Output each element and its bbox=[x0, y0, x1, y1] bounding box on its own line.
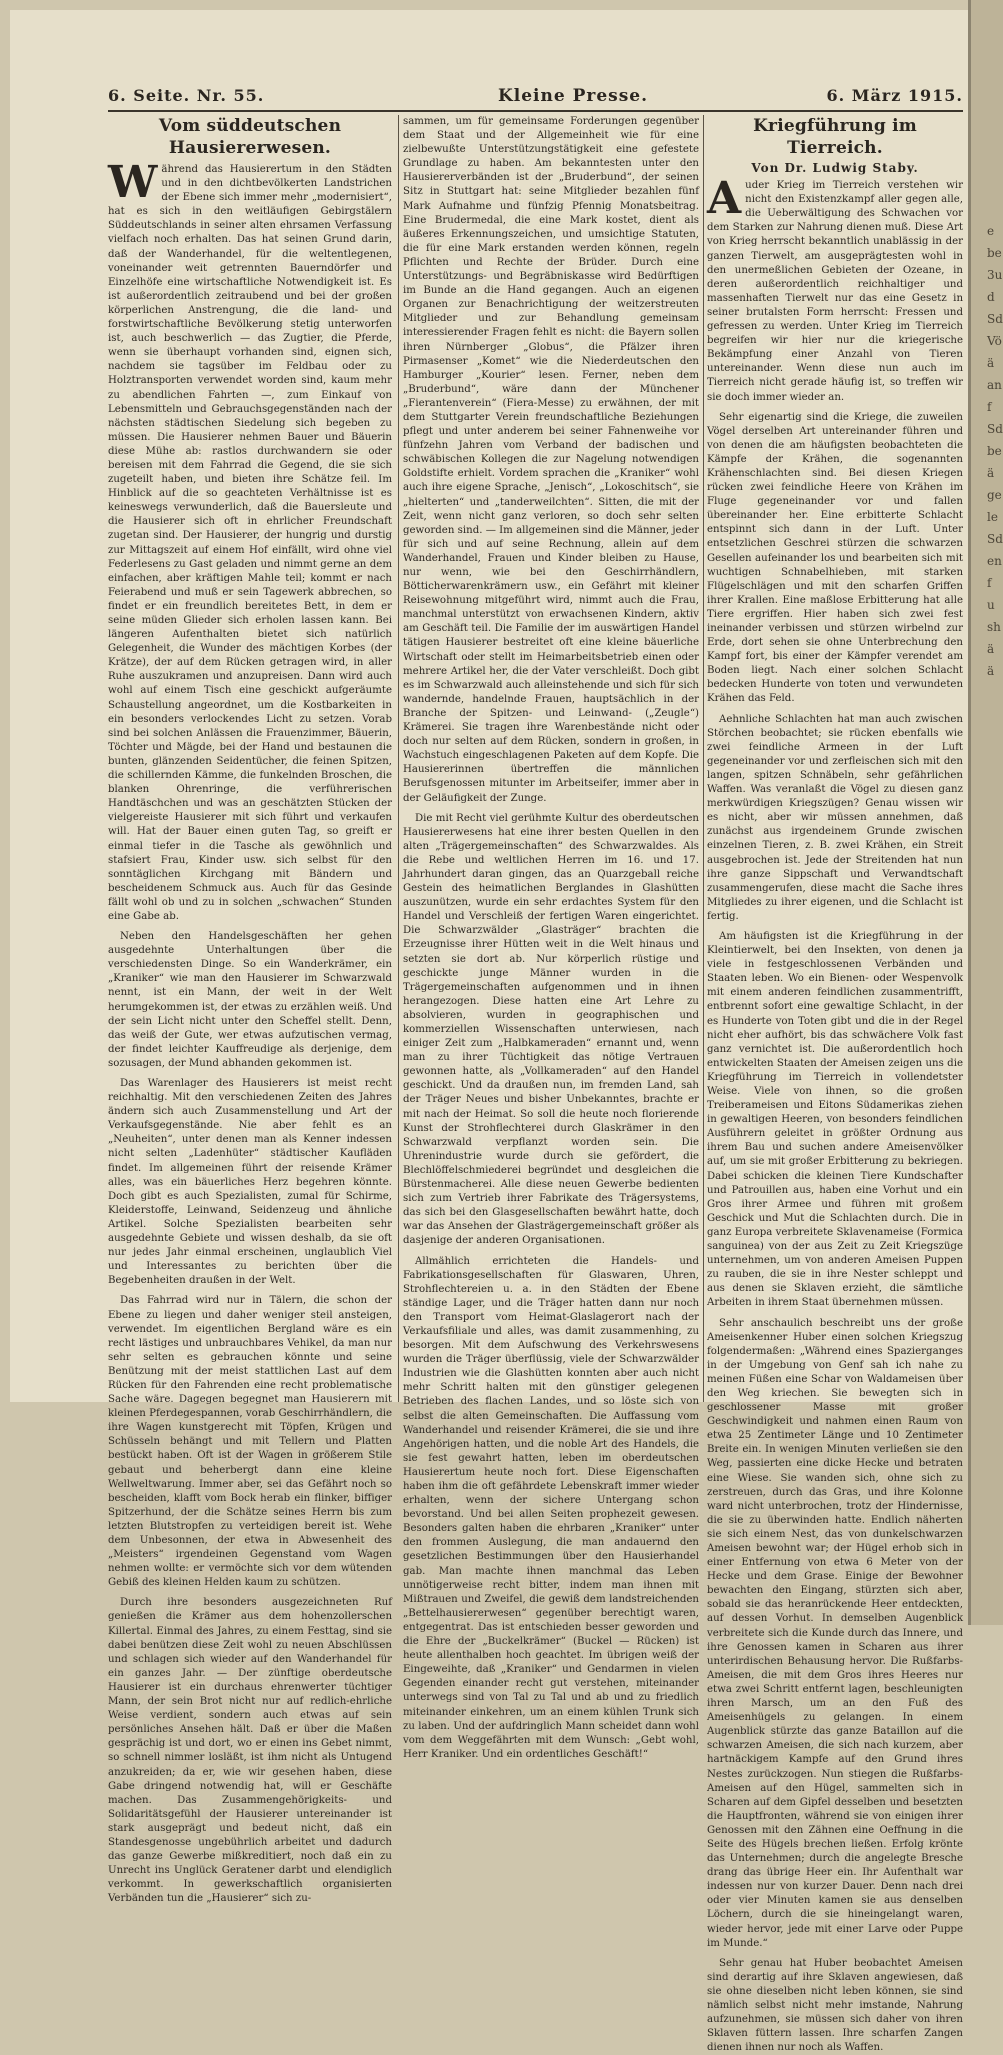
paragraph: Die mit Recht viel gerühmte Kultur des oberdeutschen Hausiererwesens hat eine ihrer besten Quellen in den alten „Trägergemeinschaften“ des Schwarzwaldes. Als die Rebe und weltlichen Herren im 16. und 17. Jahrhundert daran gingen, das an Quarzgeball reiche Gestein des heimatlichen Berglandes in Glashütten auszunützen, wurde ein sehr erdachtes System für den Handel und Verschleiß der fertigen Waren eingerichtet. Die Schwarzwälder „Glasträger“ brachten die Erzeugnisse ihrer Hütten weit in die Welt hinaus und setzten sie dort ab. Nur körperlich rüstige und geschickte junge Männer wurden in die Trägergemeinschaften aufgenommen und in ihnen herangezogen. Diese hatten eine Art Lehre zu absolvieren, wurden in geographischen und kommerziellen Wissenschaften unterwiesen, nach einiger Zeit zum „Halbkameraden“ ernannt und, wenn man zu ihrer Tüchtigkeit das nötige Vertrauen gewonnen hatte, als „Vollkameraden“ auf den Handel geschickt. Und da draußen nun, im fremden Land, sah der Träger Neues und bisher Unbekanntes, brachte er mit nach der Heimat. So soll die heute noch florierende Kunst der Strohflechterei durch Glaskrämer in den Schwarzwald verpflanzt worden sein. Die Uhrenindustrie wurde durch sie gefördert, die Blechlöffelschmiederei begründet und desgleichen die Bürstenmacherei. Alle diese neuen Gewerbe bedienten sich zum Vertrieb ihrer Fabrikate des Trägersystems, das sich bei den Glasgesellschaften bewährt hatte, doch war das Ansehen der Glasträgergemeinschaft größer als dasjenige der anderen Organisationen. bbox=[403, 812, 699, 1247]
edge-fragment: be bbox=[987, 246, 1002, 260]
edge-fragment: an bbox=[987, 378, 1002, 392]
edge-fragment: u bbox=[987, 598, 995, 612]
edge-fragment: ge bbox=[987, 488, 1002, 502]
paragraph: Auder Krieg im Tierreich verstehen wir nicht den Existenzkampf aller gegen alle, die Ueberwältigung des Schwachen vor dem Starken zur Nahrung dienen muß. Diese Art von Krieg herrscht bekanntlich unablässig in der ganzen Tierwelt, am ausgeprägtesten wohl in den unermeßlichen Gebieten der Ozeane, in deren außerordentlich reichhaltiger und massenhaften Tierwelt nur das eine Gesetz in seiner brutalsten Form herrscht: Fressen und gefressen zu werden. Unter Krieg im Tierreich begreifen wir hier nur die kriegerische Bekämpfung einer Anzahl von Tieren untereinander. Wenn diese nun auch im Tierreich nicht gerade häufig ist, so treffen wir sie doch immer wieder an. bbox=[707, 173, 963, 403]
edge-fragment: be bbox=[987, 444, 1002, 458]
edge-fragment: ä bbox=[987, 356, 995, 370]
edge-fragment: f bbox=[987, 576, 992, 590]
column-divider bbox=[703, 115, 704, 1402]
paragraph: Sehr genau hat Huber beobachtet Ameisen sind derartig auf ihre Sklaven angewiesen, daß sie ohne dieselben nicht leben können, sie sind nämlich selbst nicht mehr imstande, Nahrung aufzunehmen, sie müssen sich daher von ihren Sklaven füttern lassen. Ihre scharfen Zangen dienen ihnen nur noch als Waffen. bbox=[707, 1957, 963, 2054]
edge-fragment: ä bbox=[987, 466, 995, 480]
edge-fragment: Sd bbox=[987, 532, 1003, 546]
article-hausiererwesen bbox=[108, 115, 392, 1905]
column-divider bbox=[398, 115, 399, 1402]
edge-fragment: Sd bbox=[987, 312, 1003, 326]
edge-fragment: le bbox=[987, 510, 998, 524]
paragraph: Das Warenlager des Hausierers ist meist recht reichhaltig. Mit den verschiedenen Zeiten des Jahres ändern sich auch Zusammenstellung und Art der Verkaufsgegenstände. Nie aber fehlt es an „Neuheiten“, unter denen man als Kenner indessen nicht selten „Ladenhüter“ städtischer Kaufläden findet. Im allgemeinen führt der reisende Krämer alles, was ein bäuerliches Herz begehren könnte. Doch gibt es auch Spezialisten, zumal für Schirme, Kleiderstoffe, Leinwand, Seidenzeug und ähnliche Artikel. Solche Spezialisten bearbeiten sehr ausgedehnte Gebiete und wissen deshalb, da sie oft nur jedes Jahr einmal erscheinen, unglaublich Viel und Interessantes zu berichten über die Begebenheiten draußen in der Welt. bbox=[108, 1078, 392, 1287]
paragraph: Sehr eigenartig sind die Kriege, die zuweilen Vögel derselben Art untereinander führen und von denen die am häufigsten beobachteten die Kämpfe der Krähen, die sogenannten Krähenschlachten sind. Bei diesen Kriegen rücken zwei feindliche Heere von Krähen im Fluge gegeneinander vor und fallen übereinander her. Eine erbitterte Schlacht entspinnt sich dann in der Luft. Unter entsetzlichen Geschrei stürzen die schwarzen Gesellen aufeinander los und bearbeiten sich mit wuchtigen Schnabelhieben, mit starken Flügelschlägen und mit den scharfen Griffen ihrer Krallen. Eine maßlose Erbitterung hat alle Tiere ergriffen. Hier haben sich zwei fest ineinander verbissen und stürzen wirbelnd zur Erde, dort sehen sie ohne Unterbrechung den Kampf fort, bis einer der Kämpfer verendet am Boden liegt. Nach einer solchen Schlacht bedecken Hunderte von toten und verwundeten Krähen das Feld. bbox=[707, 411, 963, 705]
page-header bbox=[108, 86, 963, 110]
drop-cap: W bbox=[108, 157, 158, 208]
drop-cap: A bbox=[707, 173, 742, 225]
paragraph: Neben den Handelsgeschäften her gehen ausgedehnte Unterhaltungen über die verschiedensten Dinge. So ein Wanderkrämer, ein „Kraniker“ wie man den Hausierer im Schwarzwald nennt, ist ein Mann, der weit in der Welt herumgekommen ist, der etwas zu erzählen weiß. Und der sein Licht nicht unter den Scheffel stellt. Denn, das weiß der Gute, wer etwas aufzutischen vermag, der findet leichter Kauffreudige als derjenige, dem sozusagen, der Mund abhanden gekommen ist. bbox=[108, 931, 392, 1069]
issue-date: 6. März 1915. bbox=[826, 86, 963, 105]
edge-fragment: sh bbox=[987, 620, 1001, 634]
paragraph: Sehr anschaulich beschreibt uns der große Ameisenkenner Huber einen solchen Kriegszug folgendermaßen: „Während eines Spazierganges in der Umgebung von Genf sah ich nahe zu meinen Füßen eine Schar von Waldameisen über den Weg kriechen. Sie bewegten sich in geschlossener Masse mit großer Geschwindigkeit und nahmen einen Raum von etwa 25 Zentimeter Länge und 10 Zentimeter Breite ein. In wenigen Minuten verließen sie den Weg, passierten eine dicke Hecke und betraten eine Wiese. Sie wanden sich, ohne sich zu zerstreuen, durch das Gras, und ihre Kolonne ward nicht unterbrochen, trotz der Hindernisse, die sie zu überwinden hatte. Endlich näherten sie sich einem Nest, das von dunkelschwarzen Ameisen bewohnt war; der Hügel erhob sich in einer Entfernung von etwa 6 Meter von der Hecke und dem Grase. Einige der Bewohner bewachten den Eingang, stürzten sich aber, sobald sie das heranrückende Heer entdeckten, auf dessen Vorhut. In demselben Augenblick verbreitete sich die Kunde durch das Innere, und ihre Genossen kamen in Scharen aus ihrer unterirdischen Behausung hervor. Die Rußfarbs-Ameisen, die mit dem Gros ihres Heeres nur etwa zwei Schritt entfernt lagen, beschleunigten ihren Marsch, um an den Fuß des Ameisenhügels zu gelangen. In einem Augenblick stürzte das ganze Bataillon auf die schwarzen Ameisen, die sich nach kurzem, aber hartnäckigem Kampfe auf den Grund ihres Nestes zurückzogen. Nun stiegen die Rußfarbs-Ameisen auf den Hügel, sammelten sich in Scharen auf dem Gipfel desselben und besetzten die Hauptfronten, während sie von einigen ihrer Genossen mit den Zähnen eine Oeffnung in die Seite des Hügels brechen ließen. Erfolg krönte das Unternehmen; durch die angelegte Bresche drang das übrige Heer ein. Ihr Aufenthalt war indessen nur von kurzer Dauer. Denn nach drei oder vier Minuten kamen sie aus denselben Löchern, durch die sie hineingelangt waren, wieder hervor, jede mit einer Larve oder Puppe im Munde.“ bbox=[707, 1317, 963, 1949]
article-title: Vom süddeutschen Hausiererwesen. bbox=[158, 116, 342, 158]
edge-fragment: ä bbox=[987, 664, 995, 678]
page-number: 6. Seite. Nr. 55. bbox=[108, 86, 265, 105]
adjacent-page-edge bbox=[968, 0, 1003, 1625]
edge-fragment: Sd bbox=[987, 422, 1003, 436]
paragraph: Allmählich errichteten die Handels- und Fabrikationsgesellschaften für Glaswaren, Uhren, Strohflechtereien u. a. in den Städten der Ebene ständige Lager, und die Träger hatten dann nur noch den Transport vom Heimat-Glaslagerort nach der Verkaufsfiliale und alles, was damit zusammenhing, zu besorgen. Mit dem Aufschwung des Verkehrswesens wurden die Träger überflüssig, viele der Schwarzwälder Industrien wie die Glashütten konnten aber auch nicht mehr Schritt halten mit den günstiger gelegenen Betrieben des flachen Landes, und so löste sich von selbst die alten Gemeinschaften. Die Auffassung vom Wanderhandel und reisender Krämerei, die sie und ihre Angehörigen hatten, und die noble Art des Handels, die sie fest gewahrt hatten, leben im oberdeutschen Hausierertum heute noch fort. Diese Eigenschaften haben ihm die oft gefährdete Lebenskraft immer wieder erhalten, wenn der sichere Untergang schon bevorstand. Und bei allen Seiten prophezeit gewesen. Besonders galten haben die ehrbaren „Kraniker“ unter den frommen Auslegung, die man andauernd den gesetzlichen Bestimmungen über den Hausierhandel gab. Man machte ihnen manchmal das Leben unnötigerweise recht bitter, indem man ihnen mit Mißtrauen und Zweifel, die gewiß dem landstreichenden „Bettelhausiererwesen“ gegenüber berechtigt waren, entgegentrat. Das ist entschieden besser geworden und die Ehre der „Buckelkrämer“ (Buckel — Rücken) ist heute allenthalben hoch geachtet. Im übrigen weiß der Eingeweihte, daß „Kraniker“ und Gendarmen in vielen Gegenden einander recht gut verstehen, miteinander unterwegs sind von Tal zu Tal und ab und zu friedlich miteinander einkehren, um an einem kühlen Trunk sich zu laben. Und der aufdringlich Mann scheidet dann wohl vom dem Weggefährten mit dem Wunsch: „Gebt wohl, Herr Kraniker. Und ein ordentliches Geschäft!“ bbox=[403, 1255, 699, 1760]
edge-fragment: ä bbox=[987, 642, 995, 656]
article-title: Kriegführung im Tierreich. bbox=[753, 116, 917, 158]
edge-fragment: e bbox=[987, 224, 995, 238]
edge-fragment: Vö bbox=[987, 334, 1002, 348]
edge-fragment: 3u bbox=[987, 268, 1003, 282]
article-hausiererwesen-continued bbox=[403, 115, 699, 1760]
article-kriegfuehrung bbox=[707, 115, 963, 2054]
newspaper-title: Kleine Presse. bbox=[498, 86, 649, 106]
paragraph: Durch ihre besonders ausgezeichneten Ruf genießen die Krämer aus dem hohenzollerschen Killertal. Einmal des Jahres, zu einem Festtag, sind sie dabei benützen diese Zeit wohl zu neuen Abschlüssen und schlagen sich wieder auf den Wanderhandel für ein ganzes Jahr. — Der zünftige oberdeutsche Hausierer ist ein durchaus ehrenwerter tüchtiger Mann, der sein Brot nicht nur auf redlich-ehrliche Weise verdient, sondern auch etwas auf sein persönliches Ansehen hält. Daß er über die Maßen gesprächig ist und dort, wo er einen ins Gebet nimmt, so schnell nimmer losläßt, ist ihm nicht als Untugend anzukreiden; da er, wie wir gesehen haben, diese Gabe dringend notwendig hat, will er Geschäfte machen. Das Zusammengehörigkeits- und Solidaritätsgefühl der Hausierer untereinander ist stark ausgeprägt und bedeut nicht, daß ein Standesgenosse ungebührlich arbeitet und dadurch das ganze Gewerbe mißkreditiert, noch daß ein zu Unrecht ins Unglück Geratener darbt und elendiglich verkommt. In gewerkschaftlich organisierten Verbänden tun die „Hausierer“ sich zu- bbox=[108, 1597, 392, 1905]
edge-fragment: d bbox=[987, 290, 995, 304]
article-byline: Von Dr. Ludwig Staby. bbox=[751, 161, 919, 175]
paragraph: Aehnliche Schlachten hat man auch zwischen Störchen beobachtet; sie rücken ebenfalls wie zwei feindliche Armeen in der Luft gegeneinander vor und zerfleischen sich mit den langen, spitzen Schnäbeln, sehr gefährlichen Waffen. Was veranlaßt die Vögel zu diesen ganz merkwürdigen Kriegszügen? Genau wissen wir es nicht, aber wir müssen annehmen, daß zunächst aus irgendeinem Grunde zwischen einzelnen Tieren, z. B. zwei Krähen, ein Streit ausgebrochen ist. Jede der Streitenden hat nun ihre ganze Sippschaft und Verwandtschaft zusammengerufen, diese macht die Sache ihres Mitgliedes zu ihrer eigenen, und die Schlacht ist fertig. bbox=[707, 713, 963, 922]
paragraph: Das Fahrrad wird nur in Tälern, die schon der Ebene zu liegen und daher weniger steil ansteigen, verwendet. Im eigentlichen Bergland wäre es ein recht lästiges und unbrauchbares Vehikel, da man nur sehr selten es gebrauchen könnte und seine Benützung mit der meist stattlichen Last auf dem Rücken für den Fahrenden eine recht problematische Sache wäre. Dagegen begegnet man Hausierern mit kleinen Pferdegespannen, vorab Geschirrhändlern, die ihre Wagen kunstgerecht mit Töpfen, Krügen und Schüsseln behängt und mit Tellern und Platten bestückt haben. Oft ist der Wagen in größerem Stile gebaut und beherbergt dann eine kleine Wellweltwarung. Immer aber, sei das Gefährt noch so bescheiden, klafft vom Bock herab ein flinker, biffiger Spitzerhund, der die Schätze seines Herrn bis zum letzten Blutstropfen zu verteidigen bereit ist. Wehe dem Unbesonnen, der etwa in Abwesenheit des „Meisters“ irgendeinen Gegenstand vom Wagen nehmen wollte: er vermöchte sich vor dem wütenden Gebiß des kleinen Helden kaum zu schützen. bbox=[108, 1295, 392, 1589]
paragraph: sammen, um für gemeinsame Forderungen gegenüber dem Staat und der Allgemeinheit wie für eine zielbewußte Unterstützungstätigkeit eine gefestete Grundlage zu haben. Am bekanntesten unter den Hausiererverbänden ist der „Bruderbund“, der seinen Sitz in Stuttgart hat: seine Mitglieder bezahlen fünf Mark Aufnahme und fünfzig Pfennig Monatsbeitrag. Eine Brudermedal, die eine Mark kostet, dient als äußeres Erkennungszeichen, und umsichtige Statuten, die für eine Mark erstanden werden können, regeln Pflichten und Rechte der Brüder. Durch eine Unterstützungs- und Begräbniskasse wird Bedürftigen im Bunde an die Hand gegangen. Auch an eigenen Organen zur Benachrichtigung der weitzerstreuten Mitglieder und zur Behandlung gemeinsam interessierender Fragen fehlt es nicht: die Bayern sollen ihren Nürnberger „Globus“, die Pfälzer ihren Pirmasenser „Komet“ wie die Niederdeutschen den Hamburger „Kourier“ lesen. Ferner, neben dem „Bruderbund“, wäre dann der Münchener „Fierantenverein“ (Fiera-Messe) zu erwähnen, der mit dem Stuttgarter Verein freundschaftliche Beziehungen pflegt und unter anderem bei seiner Fahnenweihe vor fünfzehn Jahren vom Verband der badischen und schwäbischen Kollegen die zur Nagelung notwendigen Goldstifte erhielt. Vordem sprachen die „Kraniker“ wohl auch ihre eigene Sprache, „Jenisch“, „Lokoschitsch“, sie „hielterten“ und „tanderweilchten“. Sitten, die mit der Zeit, wenn nicht ganz verloren, so doch sehr selten geworden sind. — Im allgemeinen sind die Männer, jeder für sich und auf seine Rechnung, allein auf dem Wanderhandel, Frauen und Kinder bleiben zu Hause, nur wenn, wie bei den Geschirrhändlern, Bötticherwarenkrämern usw., ein Gefährt mit kleiner Reisewohnung mitgeführt wird, nimmt auch die Frau, manchmal unterstützt von erwachsenen Kindern, aktiv am Geschäft teil. Die Familie der im auswärtigen Handel tätigen Hausierer bestreitet oft eine kleine bäuerliche Wirtschaft oder stellt im Heimarbeitsbetrieb einen oder mehrere Artikel her, die der Vater verschleißt. Doch gibt es im Schwarzwald auch alleinstehende und sich für sich wandernde, handelnde Frauen, hauptsächlich in der Branche der Spitzen- und Leinwand- („Zeugle“) Krämerei. Sie tragen ihre Warenbestände nicht oder doch nur selten auf dem Rücken, sondern in großen, in Wachstuch eingeschlagenen Paketen auf dem Kopfe. Die Hausiererinnen übertreffen die männlichen Berufsgenossen mitunter im Arbeitseifer, immer aber in der Geläufigkeit der Zunge. bbox=[403, 116, 699, 804]
paragraph: Am häufigsten ist die Kriegführung in der Kleintierwelt, bei den Insekten, von denen ja viele in festgeschlossenen Verbänden und Staaten leben. Wo ein Bienen- oder Wespenvolk mit einem anderen feindlichen zusammentrifft, entbrennt sofort eine gewaltige Schlacht, in der es Hunderte von Toten gibt und die in der Regel nicht eher aufhört, bis das schwächere Volk fast ganz vernichtet ist. Die außerordentlich hoch entwickelten Staaten der Ameisen zeigen uns die Kriegführung im Tierreich in vollendetster Weise. Viele von ihnen, so die großen Treiberameisen und Eitons Südamerikas ziehen in gewaltigen Heeren, von besonders feindlichen Ausführern geleitet in größter Ordnung aus ihrem Bau und suchen andere Ameisenvölker auf, um sie mit großer Erbitterung zu bekriegen. Dabei schicken die kleinen Tiere Kundschafter und Patrouillen aus, haben eine Vorhut und ein Gros ihrer Armee und führen mit großem Geschick und Mut die Schlachten durch. Die in ganz Europa verbreitete Sklavenameise (Formica sanguinea) von der aus Zeit zu Zeit Kriegszüge unternehmen, um von anderen Ameisen Puppen zu rauben, die sie in ihre Nester schleppt und aus denen sie Sklaven erzieht, die sämtliche Arbeiten in ihrem Staat übernehmen müssen. bbox=[707, 930, 963, 1309]
edge-fragment: en bbox=[987, 554, 1002, 568]
header-rule bbox=[108, 110, 963, 112]
paragraph: Während das Hausierertum in den Städten und in den dichtbevölkerten Landstrichen der Ebene sich immer mehr „modernisiert“, hat es sich in den weitläufigen Gebirgstälern Süddeutschlands in seiner alten ehrsamen Verfassung vielfach noch erhalten. Das hat seinen Grund darin, daß der Wanderhandel, für die weltentlegenen, voneinander weit getrennten Bauerndörfer und Einzelhöfe eine wirtschaftliche Notwendigkeit ist. Es ist außerordentlich zeitraubend und bei der großen körperlichen Anstrengung, die die land- und forstwirtschaftliche Bevölkerung stetig unterworfen ist, auch beschwerlich — das Zugtier, die Pferde, wenn sie überhaupt vorhanden sind, eignen sich, nachdem sie tagsüber im Feldbau oder zu Holztransporten verwendet worden sind, kaum mehr zu abendlichen Fahrten —, zum Einkauf von Lebensmitteln und Gebrauchsgegenständen nach der nächsten städtischen Siedelung sich begeben zu müssen. Die Hausierer nehmen Bauer und Bäuerin diese Mühe ab: rastlos durchwandern sie oder bereisen mit dem Fahrrad die Gegend, die sie sich zugeteilt haben, und bieten ihre Schätze feil. Im Hinblick auf die so geachteten Verhältnisse ist es keineswegs verwunderlich, daß die Bauersleute und die Hausierer sich oft in ehrlicher Freundschaft zugetan sind. Der Hausierer, der hungrig und durstig zur Mittagszeit auf einem Hof einfällt, wird ohne viel Federlesens zu Gast geladen und nimmt gerne an dem einfachen, aber kräftigen Mahle teil; kommt er nach Feierabend und muß er sein Tagewerk abbrechen, so findet er ein freundlich bereitetes Bett, in dem er seine müden Glieder sich erholen lassen kann. Bei längeren Aufenthalten bietet sich natürlich Gelegenheit, die Wunder des mächtigen Korbes (der Krätze), der auf dem Rücken getragen wird, in aller Ruhe auszukramen und anzupreisen. Dann wird auch wohl auf einem Tisch eine geschickt aufgeräumte Schaustellung angeordnet, um die Kostbarkeiten in ein besonders verlockendes Licht zu setzen. Vorab sind bei solchen Anlässen die Frauenzimmer, Bäuerin, Töchter und Mägde, bei der Hand und bestaunen die bunten, glänzenden Seidentücher, die feinen Spitzen, die schillernden Kämme, die funkelnden Broschen, die blanken Ohrenringe, die verführerischen Handtäschchen und was an geschätzten Stücken der vielgereiste Hausierer mit sich führt und verkaufen will. Hat der Bauer einen guten Tag, so greift er einmal tiefer in die Tasche als gewöhnlich und stafsiert Frau, Kinder usw. sich selbst für den sonntäglichen Kirchgang mit Bändern und bescheidenem Schmuck aus. Auch für das Gesinde fällt wohl ob und zu in solchen „schwachen“ Stunden eine Gabe ab. bbox=[108, 157, 392, 922]
edge-fragment: f bbox=[987, 400, 992, 414]
